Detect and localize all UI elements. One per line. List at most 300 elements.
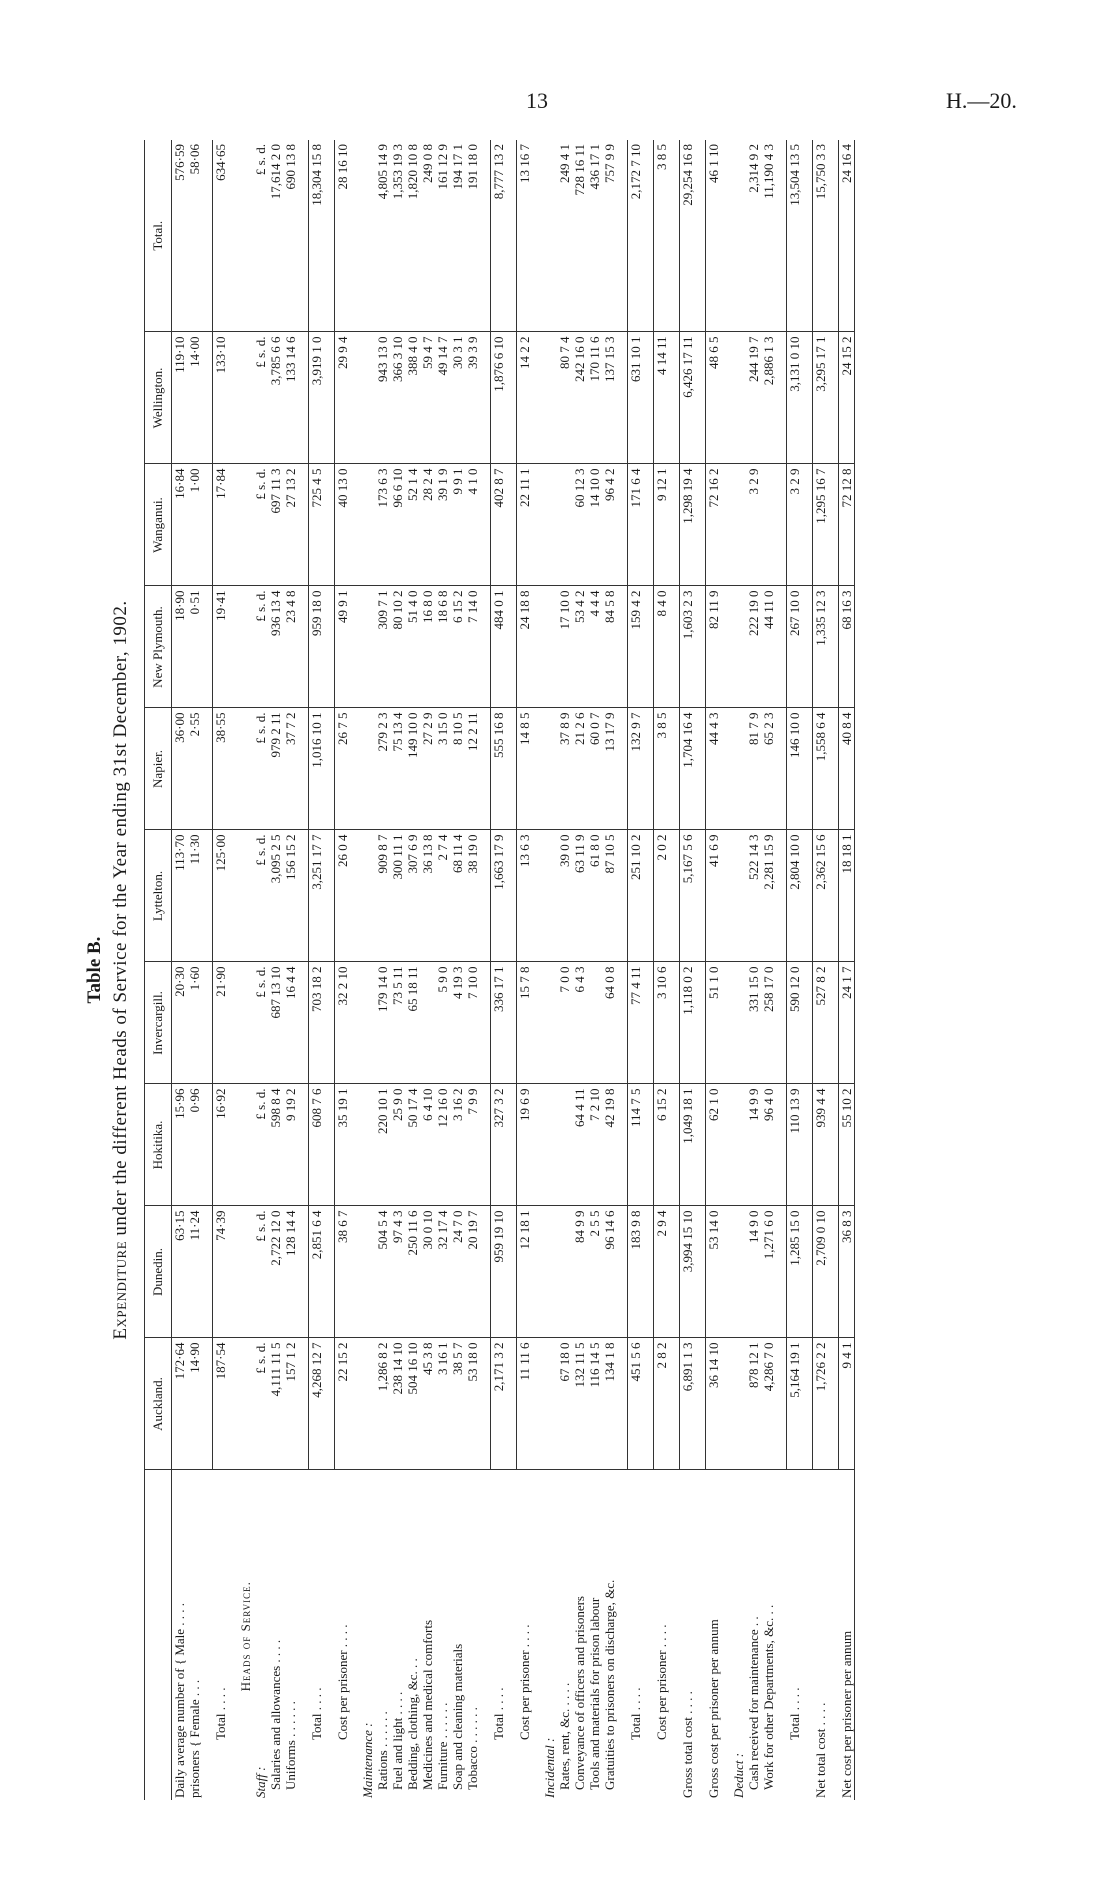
table-cell: 9 4 1 [839, 1338, 855, 1470]
table-cell: 309 7 1 [375, 586, 390, 708]
table-cell: 590 12 0 [787, 962, 803, 1084]
table-cell [643, 586, 654, 708]
table-cell [721, 708, 731, 830]
table-cell [480, 464, 491, 586]
table-row [350, 140, 360, 1800]
table-cell [202, 332, 213, 464]
table-cell [643, 708, 654, 830]
table-cell: 331 15 0 [746, 962, 761, 1084]
table-cell [324, 586, 335, 708]
table-cell [776, 962, 787, 1084]
table-cell: 183 9 8 [628, 1206, 644, 1338]
table-cell: 388 4 0 [405, 332, 420, 464]
table-cell [420, 962, 435, 1084]
table-title: Table B. [84, 936, 105, 1004]
table-cell [228, 830, 238, 962]
table-cell: 4 1 0 [465, 464, 480, 586]
table-cell [532, 708, 542, 830]
table-cell: 32 17 4 [435, 1206, 450, 1338]
table-cell [228, 1206, 238, 1338]
table-cell: 0·51 [187, 586, 202, 708]
table-row [761, 140, 776, 1800]
table-row [839, 140, 855, 1800]
table-cell [480, 140, 491, 332]
table-cell: £ s. d. [253, 1338, 268, 1470]
table-cell: 6 4 10 [420, 1084, 435, 1206]
table-cell [695, 1338, 706, 1470]
table-cell [828, 1084, 839, 1206]
table-cell [532, 140, 542, 332]
expenditure-table [144, 140, 855, 1800]
table-cell: 5,167 5 6 [680, 830, 696, 962]
table-cell: 4,286 7 0 [761, 1338, 776, 1470]
column-header [145, 1470, 172, 1800]
table-cell [828, 830, 839, 962]
row-label [643, 1470, 654, 1800]
row-label [228, 1470, 238, 1800]
table-cell: 1,603 2 3 [680, 586, 696, 708]
table-cell: 52 1 4 [405, 464, 420, 586]
table-cell: £ s. d. [253, 1084, 268, 1206]
table-cell: 249 4 1 [557, 140, 572, 332]
table-cell [532, 1084, 542, 1206]
table-cell [731, 1084, 746, 1206]
table-cell [731, 464, 746, 586]
table-cell [298, 140, 309, 332]
table-cell: 68 11 4 [450, 830, 465, 962]
table-body [172, 140, 855, 1800]
row-label: Medicines and medical comforts [420, 1619, 435, 1790]
table-cell [298, 830, 309, 962]
table-cell: 12 18 1 [517, 1206, 533, 1338]
table-cell [669, 830, 680, 962]
table-row [643, 140, 654, 1800]
table-cell [228, 962, 238, 1084]
table-cell: 8,777 13 2 [491, 140, 507, 332]
table-cell: 62 1 0 [706, 1084, 722, 1206]
table-cell [506, 830, 517, 962]
table-cell: 36 13 8 [420, 830, 435, 962]
table-cell: 909 8 7 [375, 830, 390, 962]
table-cell: 24 16 4 [839, 140, 855, 332]
table-cell [643, 332, 654, 464]
table-cell: 3 2 9 [787, 464, 803, 586]
table-row [187, 140, 202, 1800]
table-cell [802, 1084, 813, 1206]
table-cell: 703 18 2 [309, 962, 325, 1084]
table-cell: 64 0 8 [602, 962, 617, 1084]
table-cell: 194 17 1 [450, 140, 465, 332]
table-cell: 9 19 2 [283, 1084, 298, 1206]
table-cell: 80 10 2 [390, 586, 405, 708]
table-cell: 555 16 8 [491, 708, 507, 830]
table-cell: 3,295 17 1 [813, 332, 829, 464]
table-cell: 1,049 18 1 [680, 1084, 696, 1206]
column-header: Invercargill. [145, 962, 172, 1084]
table-row [405, 140, 420, 1800]
row-label [721, 1470, 731, 1800]
table-row [309, 140, 325, 1800]
table-cell: 1,335 12 3 [813, 586, 829, 708]
table-row [557, 140, 572, 1800]
table-cell [557, 464, 572, 586]
table-cell [695, 1206, 706, 1338]
table-cell: 1,118 0 2 [680, 962, 696, 1084]
table-cell [202, 140, 213, 332]
table-cell: 3 16 1 [435, 1338, 450, 1470]
table-cell [238, 140, 253, 332]
table-cell: 50 17 4 [405, 1084, 420, 1206]
table-cell: 725 4 5 [309, 464, 325, 586]
table-cell [731, 830, 746, 962]
table-cell: 4,268 12 7 [309, 1338, 325, 1470]
table-cell: 939 4 4 [813, 1084, 829, 1206]
table-cell [587, 962, 602, 1084]
row-label [298, 1470, 309, 1800]
table-cell: 5,164 19 1 [787, 1338, 803, 1470]
table-cell: 1,876 6 10 [491, 332, 507, 464]
row-label: Gratuities to prisoners on discharge, &c. [602, 1579, 617, 1790]
table-cell: 125·00 [213, 830, 229, 962]
table-cell: 242 16 0 [572, 332, 587, 464]
table-cell [360, 464, 375, 586]
table-cell: 37 8 9 [557, 708, 572, 830]
table-cell [298, 1338, 309, 1470]
table-cell [238, 708, 253, 830]
table-row [721, 140, 731, 1800]
table-cell [350, 1338, 360, 1470]
table-cell [557, 1206, 572, 1338]
table-cell: 146 10 0 [787, 708, 803, 830]
table-cell [506, 1338, 517, 1470]
table-cell [776, 830, 787, 962]
table-cell [695, 830, 706, 962]
table-row [746, 140, 761, 1800]
table-cell: 3,994 15 10 [680, 1206, 696, 1338]
table-cell [617, 1206, 628, 1338]
table-cell [350, 586, 360, 708]
table-cell: 15 7 8 [517, 962, 533, 1084]
table-cell [617, 332, 628, 464]
table-cell: 80 7 4 [557, 332, 572, 464]
table-cell: 72 16 2 [706, 464, 722, 586]
table-row [298, 140, 309, 1800]
table-cell: 53 18 0 [465, 1338, 480, 1470]
table-cell [721, 1084, 731, 1206]
table-cell: 28 16 10 [335, 140, 351, 332]
table-cell: 522 14 3 [746, 830, 761, 962]
table-cell [480, 962, 491, 1084]
table-row [617, 140, 628, 1800]
table-cell [350, 1084, 360, 1206]
table-row [238, 140, 253, 1800]
table-cell: 48 6 5 [706, 332, 722, 464]
table-cell [298, 1206, 309, 1338]
table-cell: 251 10 2 [628, 830, 644, 962]
table-cell: 11,190 4 3 [761, 140, 776, 332]
table-cell: 133·10 [213, 332, 229, 464]
table-cell: 2 5 5 [587, 1206, 602, 1338]
table-cell [802, 586, 813, 708]
table-cell: 42 19 8 [602, 1084, 617, 1206]
table-row [802, 140, 813, 1800]
table-cell: 7 10 0 [465, 962, 480, 1084]
table-row [228, 140, 238, 1800]
table-cell [238, 1338, 253, 1470]
table-row [731, 140, 746, 1800]
row-label [506, 1470, 517, 1800]
table-cell: 13 16 7 [517, 140, 533, 332]
table-cell: 14 9 0 [746, 1206, 761, 1338]
table-cell: 26 0 4 [335, 830, 351, 962]
table-cell: 14·90 [187, 1338, 202, 1470]
table-row [420, 140, 435, 1800]
table-cell [202, 962, 213, 1084]
table-row [628, 140, 644, 1800]
row-label: Staff : [253, 1766, 268, 1798]
table-cell: 17·84 [213, 464, 229, 586]
table-cell [532, 332, 542, 464]
row-label: Heads of Service. [238, 1581, 253, 1692]
table-cell: 67 18 0 [557, 1338, 572, 1470]
table-cell: 2 9 4 [654, 1206, 670, 1338]
table-cell: 132 9 7 [628, 708, 644, 830]
table-cell [350, 708, 360, 830]
table-cell: 133 14 6 [283, 332, 298, 464]
table-cell: 74·39 [213, 1206, 229, 1338]
table-cell [776, 1206, 787, 1338]
table-cell [238, 464, 253, 586]
table-cell: 28 2 4 [420, 464, 435, 586]
table-row [480, 140, 491, 1800]
table-row [202, 140, 213, 1800]
table-cell: 697 11 3 [268, 464, 283, 586]
rotated-table-block [80, 140, 1040, 1800]
table-cell: 2,362 15 6 [813, 830, 829, 962]
table-cell: 14·00 [187, 332, 202, 464]
row-label: Gross cost per prisoner per annum [705, 1619, 721, 1798]
table-cell: £ s. d. [253, 1206, 268, 1338]
table-cell: 30 3 1 [450, 332, 465, 464]
table-cell: 631 10 1 [628, 332, 644, 464]
row-label: prisoners { Female . . . [187, 1679, 202, 1798]
table-cell: 59 4 7 [420, 332, 435, 464]
table-cell: 690 13 8 [283, 140, 298, 332]
table-cell [350, 1206, 360, 1338]
table-cell: 1,704 16 4 [680, 708, 696, 830]
row-label: Gross total cost . . . . [679, 1691, 695, 1798]
table-cell [669, 962, 680, 1084]
table-row [695, 140, 706, 1800]
table-cell [776, 1084, 787, 1206]
row-label: Cost per prisoner . . . . [653, 1624, 669, 1740]
table-cell: £ s. d. [253, 140, 268, 332]
table-cell: 38 19 0 [465, 830, 480, 962]
table-row [506, 140, 517, 1800]
table-cell: 36 8 3 [839, 1206, 855, 1338]
row-label [350, 1470, 360, 1800]
table-cell [669, 1084, 680, 1206]
table-cell: 3 10 6 [654, 962, 670, 1084]
row-label [617, 1470, 628, 1800]
table-cell: 63·15 [172, 1206, 188, 1338]
row-label: Net cost per prisoner per annum [839, 1470, 855, 1800]
table-cell [324, 830, 335, 962]
table-cell [542, 708, 557, 830]
table-cell [298, 332, 309, 464]
table-cell: 24 15 2 [839, 332, 855, 464]
table-cell [532, 464, 542, 586]
table-cell: 2,722 12 0 [268, 1206, 283, 1338]
table-cell: 1·60 [187, 962, 202, 1084]
table-cell: 39 3 9 [465, 332, 480, 464]
column-header: Lyttelton. [145, 830, 172, 962]
column-header: Hokitika. [145, 1084, 172, 1206]
table-cell: 96 4 2 [602, 464, 617, 586]
row-label [695, 1470, 706, 1800]
table-cell: 504 16 10 [405, 1338, 420, 1470]
table-cell [324, 1084, 335, 1206]
table-cell: 8 10 5 [450, 708, 465, 830]
table-cell: 45 3 8 [420, 1338, 435, 1470]
table-cell [238, 1206, 253, 1338]
table-cell: £ s. d. [253, 962, 268, 1084]
table-cell: 172·64 [172, 1338, 188, 1470]
table-cell [542, 962, 557, 1084]
table-cell: 16·84 [172, 464, 188, 586]
table-cell [298, 708, 309, 830]
table-cell [643, 464, 654, 586]
table-row [390, 140, 405, 1800]
table-cell: 1,820 10 8 [405, 140, 420, 332]
row-label: Net total cost . . . . [812, 1702, 828, 1798]
table-cell: 132 11 5 [572, 1338, 587, 1470]
row-label: Tools and materials for prison labour [587, 1597, 602, 1790]
row-label: Total . . . . [786, 1687, 802, 1740]
table-cell [202, 708, 213, 830]
column-header: Total. [145, 140, 172, 332]
table-cell [360, 1084, 375, 1206]
table-cell: 267 10 0 [787, 586, 803, 708]
table-cell: 22 15 2 [335, 1338, 351, 1470]
table-cell [238, 332, 253, 464]
table-cell: 84 5 8 [602, 586, 617, 708]
table-cell [360, 140, 375, 332]
table-cell: 14 10 0 [587, 464, 602, 586]
row-label [802, 1470, 813, 1800]
table-cell [617, 708, 628, 830]
table-cell [202, 586, 213, 708]
table-cell: 451 5 6 [628, 1338, 644, 1470]
table-cell [721, 464, 731, 586]
table-cell: 119·10 [172, 332, 188, 464]
table-cell: £ s. d. [253, 708, 268, 830]
row-label: Tobacco . . . . . . [465, 1707, 480, 1790]
table-cell: 65 2 3 [761, 708, 776, 830]
table-cell [228, 1338, 238, 1470]
table-cell [776, 586, 787, 708]
table-cell: 157 1 2 [283, 1338, 298, 1470]
table-cell: 878 12 1 [746, 1338, 761, 1470]
table-cell: 113·70 [172, 830, 188, 962]
table-cell [324, 962, 335, 1084]
row-label [669, 1470, 680, 1800]
table-row [324, 140, 335, 1800]
table-cell [350, 140, 360, 332]
table-cell: 137 15 3 [602, 332, 617, 464]
table-cell: 728 16 11 [572, 140, 587, 332]
row-label: Incidental : [542, 1737, 557, 1798]
row-label: Deduct : [731, 1752, 746, 1798]
table-row [253, 140, 268, 1800]
table-cell: 49 14 7 [435, 332, 450, 464]
table-cell: 6 4 3 [572, 962, 587, 1084]
table-cell [802, 464, 813, 586]
table-cell: 36 14 10 [706, 1338, 722, 1470]
table-cell [506, 140, 517, 332]
table-cell [828, 586, 839, 708]
table-cell [802, 1338, 813, 1470]
table-cell [695, 962, 706, 1084]
table-cell: 53 14 0 [706, 1206, 722, 1338]
table-cell [617, 586, 628, 708]
table-cell: 1,353 19 3 [390, 140, 405, 332]
table-cell: 44 4 3 [706, 708, 722, 830]
table-cell: 51 1 0 [706, 962, 722, 1084]
table-cell: 97 4 3 [390, 1206, 405, 1338]
row-label: Maintenance : [360, 1722, 375, 1798]
table-cell: 19 6 9 [517, 1084, 533, 1206]
table-cell: 38·55 [213, 708, 229, 830]
table-cell: 959 18 0 [309, 586, 325, 708]
table-cell: 18 6 8 [435, 586, 450, 708]
table-cell: 39 1 9 [435, 464, 450, 586]
table-cell [542, 830, 557, 962]
table-cell [228, 586, 238, 708]
row-label: Cash received for maintenance . . [746, 1616, 761, 1790]
row-label: Total . . . . [308, 1687, 324, 1740]
table-cell [506, 1206, 517, 1338]
table-cell [202, 830, 213, 962]
table-cell [776, 708, 787, 830]
table-cell: 161 12 9 [435, 140, 450, 332]
table-cell [802, 830, 813, 962]
table-cell: 24 1 7 [839, 962, 855, 1084]
table-cell: 55 10 2 [839, 1084, 855, 1206]
table-cell [828, 962, 839, 1084]
table-row [268, 140, 283, 1800]
table-cell: 27 2 9 [420, 708, 435, 830]
row-label [324, 1470, 335, 1800]
table-cell: 258 17 0 [761, 962, 776, 1084]
table-cell: 3,919 1 0 [309, 332, 325, 464]
table-row [602, 140, 617, 1800]
table-cell: 484 0 1 [491, 586, 507, 708]
table-row [517, 140, 533, 1800]
table-cell [721, 140, 731, 332]
table-cell: £ s. d. [253, 586, 268, 708]
table-cell [776, 1338, 787, 1470]
table-cell [298, 1084, 309, 1206]
table-cell: 64 4 11 [572, 1084, 587, 1206]
table-cell [298, 962, 309, 1084]
row-label: Fuel and light . . . . [390, 1691, 405, 1790]
subtitle-prefix: Expenditure [110, 1240, 131, 1340]
table-cell [350, 332, 360, 464]
table-cell: 576·59 [172, 140, 188, 332]
table-cell: 1,286 8 2 [375, 1338, 390, 1470]
table-cell: 1,295 16 7 [813, 464, 829, 586]
